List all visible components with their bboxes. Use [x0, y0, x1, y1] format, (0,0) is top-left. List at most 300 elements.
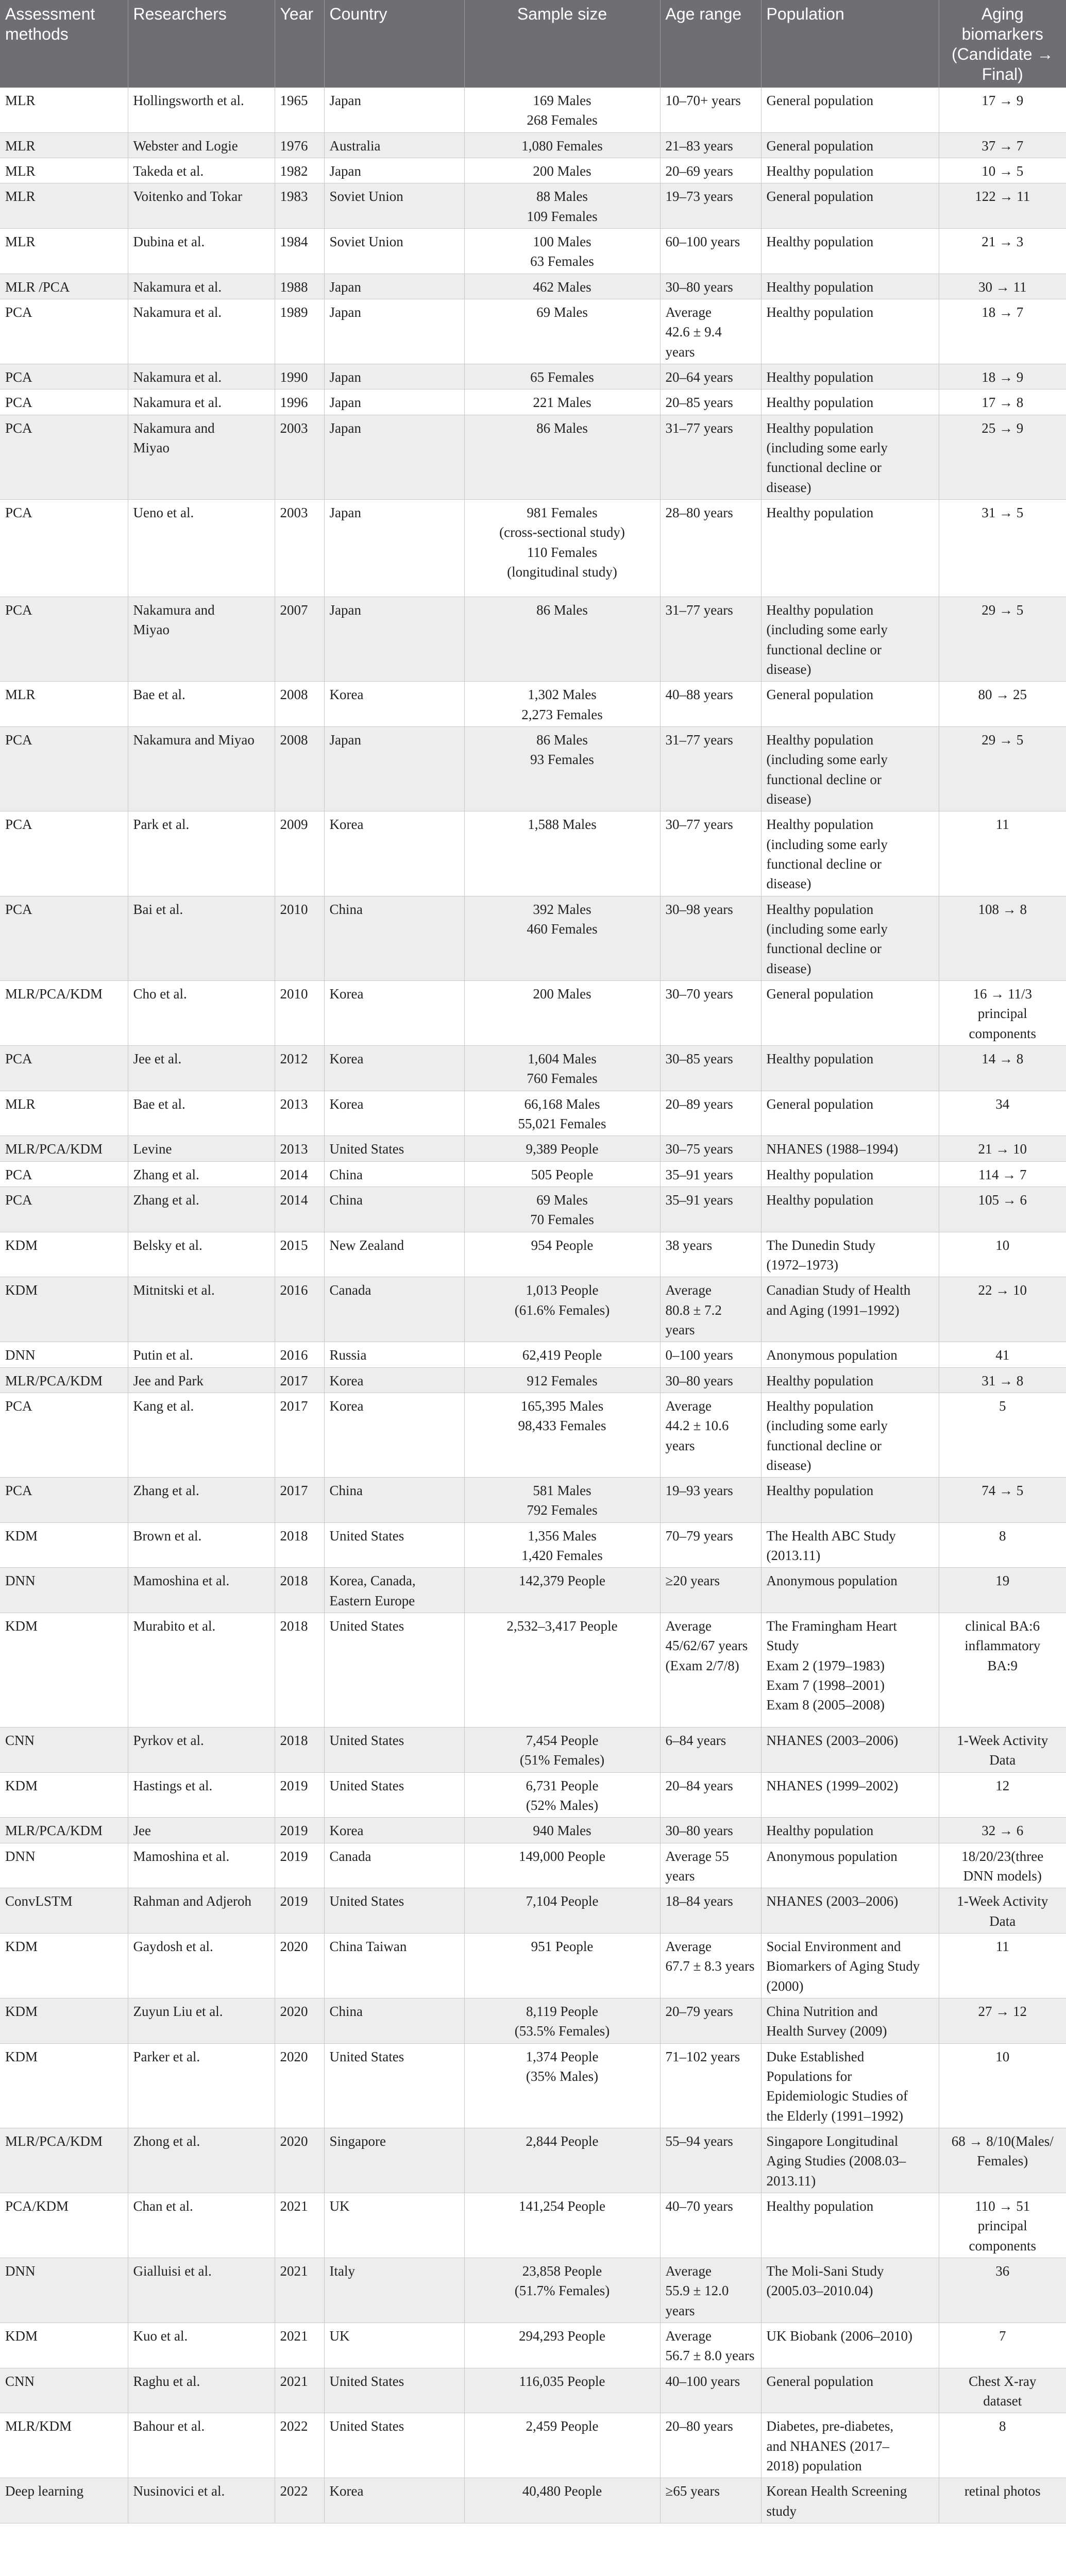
year-cell: 1989 — [275, 299, 324, 364]
method-cell: MLR/KDM — [0, 2413, 128, 2478]
method-cell: KDM — [0, 2323, 128, 2368]
biomarkers-cell: 19 — [939, 1568, 1066, 1613]
age-range-cell: 28–80 years — [660, 500, 761, 597]
table-row — [0, 1091, 1066, 1136]
year-cell: 2020 — [275, 1934, 324, 1998]
population-cell: Healthy population — [761, 1187, 939, 1232]
year-cell: 2019 — [275, 1818, 324, 1843]
age-range-cell: Average 80.8 ± 7.2 years — [660, 1277, 761, 1342]
table-row — [0, 1232, 1066, 1277]
biomarkers-cell: 29 → 5 — [939, 597, 1066, 682]
year-cell: 2008 — [275, 682, 324, 727]
table-row — [0, 1772, 1066, 1818]
age-range-cell: Average 44.2 ± 10.6 years — [660, 1393, 761, 1477]
researchers-cell: Jee and Park — [128, 1367, 275, 1393]
researchers-cell: Nakamura et al. — [128, 299, 275, 364]
population-cell: Healthy population — [761, 229, 939, 274]
sample-size-cell: 1,013 People (61.6% Females) — [464, 1277, 660, 1342]
table-row — [0, 364, 1066, 389]
year-cell: 2010 — [275, 896, 324, 980]
sample-size-cell: 1,302 Males 2,273 Females — [464, 682, 660, 727]
country-cell: Korea — [324, 682, 464, 727]
method-cell: KDM — [0, 1998, 128, 2044]
header-researchers: Researchers — [128, 0, 275, 88]
researchers-cell: Raghu et al. — [128, 2368, 275, 2413]
table-row — [0, 183, 1066, 229]
header-aging-biomarkers: Aging biomarkers (Candidate → Final) — [939, 0, 1066, 88]
biomarkers-cell: 18 → 7 — [939, 299, 1066, 364]
sample-size-cell: 1,374 People (35% Males) — [464, 2043, 660, 2128]
method-cell: DNN — [0, 2258, 128, 2323]
table-row — [0, 1998, 1066, 2044]
header-country: Country — [324, 0, 464, 88]
age-range-cell: 38 years — [660, 1232, 761, 1277]
biomarkers-cell: 18/20/23(three DNN models) — [939, 1843, 1066, 1888]
researchers-cell: Nakamura et al. — [128, 389, 275, 415]
researchers-cell: Zhang et al. — [128, 1478, 275, 1523]
biomarkers-cell: retinal photos — [939, 2478, 1066, 2523]
country-cell: Soviet Union — [324, 229, 464, 274]
biomarkers-cell: 11 — [939, 811, 1066, 896]
table-row — [0, 1888, 1066, 1934]
population-cell: Healthy population — [761, 2193, 939, 2258]
population-cell: Healthy population — [761, 1045, 939, 1091]
method-cell: KDM — [0, 1772, 128, 1818]
age-range-cell: 20–80 years — [660, 2413, 761, 2478]
population-cell: Healthy population (including some early functional decline or disease) — [761, 896, 939, 980]
year-cell: 2022 — [275, 2413, 324, 2478]
year-cell: 2003 — [275, 500, 324, 597]
method-cell: KDM — [0, 1934, 128, 1998]
sample-size-cell: 149,000 People — [464, 1843, 660, 1888]
age-range-cell: 30–98 years — [660, 896, 761, 980]
age-range-cell: 30–80 years — [660, 1818, 761, 1843]
population-cell: General population — [761, 2368, 939, 2413]
country-cell: Canada — [324, 1843, 464, 1888]
method-cell: PCA — [0, 364, 128, 389]
table-row — [0, 1277, 1066, 1342]
country-cell: China — [324, 896, 464, 980]
table-row — [0, 1393, 1066, 1477]
table-row — [0, 2413, 1066, 2478]
biomarkers-cell: 21 → 10 — [939, 1136, 1066, 1161]
country-cell: Korea — [324, 1091, 464, 1136]
biomarkers-cell: 31 → 5 — [939, 500, 1066, 597]
sample-size-cell: 221 Males — [464, 389, 660, 415]
year-cell: 2021 — [275, 2368, 324, 2413]
method-cell: KDM — [0, 2043, 128, 2128]
researchers-cell: Jee et al. — [128, 1045, 275, 1091]
age-range-cell: 30–85 years — [660, 1045, 761, 1091]
method-cell: MLR/PCA/KDM — [0, 1136, 128, 1161]
sample-size-cell: 65 Females — [464, 364, 660, 389]
researchers-cell: Parker et al. — [128, 2043, 275, 2128]
researchers-cell: Ueno et al. — [128, 500, 275, 597]
population-cell: Social Environment and Biomarkers of Aging Study (2000) — [761, 1934, 939, 1998]
researchers-cell: Mitnitski et al. — [128, 1277, 275, 1342]
year-cell: 1982 — [275, 158, 324, 183]
sample-size-cell: 2,459 People — [464, 2413, 660, 2478]
method-cell: PCA — [0, 415, 128, 499]
researchers-cell: Nakamura and Miyao — [128, 597, 275, 682]
header-sample-size: Sample size — [464, 0, 660, 88]
researchers-cell: Park et al. — [128, 811, 275, 896]
country-cell: Japan — [324, 500, 464, 597]
researchers-cell: Zuyun Liu et al. — [128, 1998, 275, 2044]
table-row — [0, 389, 1066, 415]
country-cell: United States — [324, 1888, 464, 1934]
table-row — [0, 1568, 1066, 1613]
table-row — [0, 1342, 1066, 1367]
biomarkers-cell: 7 — [939, 2323, 1066, 2368]
method-cell: MLR — [0, 682, 128, 727]
biomarkers-cell: 25 → 9 — [939, 415, 1066, 499]
year-cell: 1996 — [275, 389, 324, 415]
sample-size-cell: 86 Males — [464, 415, 660, 499]
country-cell: Japan — [324, 364, 464, 389]
population-cell: Healthy population — [761, 364, 939, 389]
biomarkers-cell: 31 → 8 — [939, 1367, 1066, 1393]
biomarkers-cell: 17 → 8 — [939, 389, 1066, 415]
table-row — [0, 1522, 1066, 1568]
year-cell: 1990 — [275, 364, 324, 389]
age-range-cell: 31–77 years — [660, 727, 761, 811]
sample-size-cell: 86 Males — [464, 597, 660, 682]
researchers-cell: Nusinovici et al. — [128, 2478, 275, 2523]
age-range-cell: 20–79 years — [660, 1998, 761, 2044]
researchers-cell: Levine — [128, 1136, 275, 1161]
researchers-cell: Bai et al. — [128, 896, 275, 980]
sample-size-cell: 69 Males 70 Females — [464, 1187, 660, 1232]
method-cell: KDM — [0, 1232, 128, 1277]
biomarkers-cell: Chest X-ray dataset — [939, 2368, 1066, 2413]
sample-size-cell: 1,604 Males 760 Females — [464, 1045, 660, 1091]
sample-size-cell: 88 Males 109 Females — [464, 183, 660, 229]
method-cell: MLR — [0, 183, 128, 229]
method-cell: CNN — [0, 2368, 128, 2413]
researchers-cell: Gaydosh et al. — [128, 1934, 275, 1998]
year-cell: 2020 — [275, 1998, 324, 2044]
country-cell: Korea — [324, 1818, 464, 1843]
age-range-cell: Average 55.9 ± 12.0 years — [660, 2258, 761, 2323]
sample-size-cell: 23,858 People (51.7% Females) — [464, 2258, 660, 2323]
sample-size-cell: 9,389 People — [464, 1136, 660, 1161]
country-cell: Korea, Canada, Eastern Europe — [324, 1568, 464, 1613]
year-cell: 2021 — [275, 2323, 324, 2368]
country-cell: Singapore — [324, 2128, 464, 2193]
table-row — [0, 2258, 1066, 2323]
population-cell: Healthy population — [761, 158, 939, 183]
country-cell: Italy — [324, 2258, 464, 2323]
year-cell: 2019 — [275, 1843, 324, 1888]
table-row — [0, 727, 1066, 811]
biomarkers-cell: clinical BA:6 inflammatory BA:9 — [939, 1613, 1066, 1727]
country-cell: United States — [324, 2368, 464, 2413]
year-cell: 2010 — [275, 980, 324, 1045]
age-range-cell: 60–100 years — [660, 229, 761, 274]
researchers-cell: Jee — [128, 1818, 275, 1843]
table-row — [0, 597, 1066, 682]
age-range-cell: 10–70+ years — [660, 88, 761, 132]
table-row — [0, 132, 1066, 158]
age-range-cell: 35–91 years — [660, 1187, 761, 1232]
country-cell: Japan — [324, 274, 464, 299]
table-header-row — [0, 0, 1066, 88]
researchers-cell: Putin et al. — [128, 1342, 275, 1367]
population-cell: General population — [761, 88, 939, 132]
table-row — [0, 980, 1066, 1045]
biomarkers-cell: 5 — [939, 1393, 1066, 1477]
population-cell: The Moli-Sani Study (2005.03–2010.04) — [761, 2258, 939, 2323]
header-population: Population — [761, 0, 939, 88]
country-cell: Korea — [324, 1393, 464, 1477]
population-cell: Duke Established Populations for Epidemiologic Studies of the Elderly (1991–1992) — [761, 2043, 939, 2128]
method-cell: MLR/PCA/KDM — [0, 2128, 128, 2193]
sample-size-cell: 100 Males 63 Females — [464, 229, 660, 274]
population-cell: Korean Health Screening study — [761, 2478, 939, 2523]
method-cell: MLR — [0, 229, 128, 274]
biomarkers-cell: 11 — [939, 1934, 1066, 1998]
year-cell: 2016 — [275, 1277, 324, 1342]
biomarkers-cell: 12 — [939, 1772, 1066, 1818]
biomarkers-cell: 80 → 25 — [939, 682, 1066, 727]
sample-size-cell: 6,731 People (52% Males) — [464, 1772, 660, 1818]
year-cell: 2012 — [275, 1045, 324, 1091]
table-row — [0, 1478, 1066, 1523]
sample-size-cell: 1,356 Males 1,420 Females — [464, 1522, 660, 1568]
header-assessment-methods: Assessment methods — [5, 5, 95, 44]
table-row — [0, 1843, 1066, 1888]
year-cell: 2018 — [275, 1727, 324, 1773]
sample-size-cell: 954 People — [464, 1232, 660, 1277]
age-range-cell: 31–77 years — [660, 415, 761, 499]
researchers-cell: Nakamura et al. — [128, 274, 275, 299]
sample-size-cell: 141,254 People — [464, 2193, 660, 2258]
year-cell: 1983 — [275, 183, 324, 229]
age-range-cell: ≥20 years — [660, 1568, 761, 1613]
country-cell: Russia — [324, 1342, 464, 1367]
biomarkers-cell: 41 — [939, 1342, 1066, 1367]
age-range-cell: 19–73 years — [660, 183, 761, 229]
biomarkers-cell: 10 → 5 — [939, 158, 1066, 183]
method-cell: CNN — [0, 1727, 128, 1773]
age-range-cell: Average 67.7 ± 8.3 years — [660, 1934, 761, 1998]
sample-size-cell: 912 Females — [464, 1367, 660, 1393]
age-range-cell: 55–94 years — [660, 2128, 761, 2193]
researchers-cell: Dubina et al. — [128, 229, 275, 274]
sample-size-cell: 165,395 Males 98,433 Females — [464, 1393, 660, 1477]
population-cell: Anonymous population — [761, 1342, 939, 1367]
year-cell: 2008 — [275, 727, 324, 811]
country-cell: Canada — [324, 1277, 464, 1342]
age-range-cell: Average 45/62/67 years (Exam 2/7/8) — [660, 1613, 761, 1727]
age-range-cell: 40–88 years — [660, 682, 761, 727]
population-cell: Healthy population (including some early functional decline or disease) — [761, 727, 939, 811]
researchers-cell: Pyrkov et al. — [128, 1727, 275, 1773]
researchers-cell: Webster and Logie — [128, 132, 275, 158]
table-row — [0, 2323, 1066, 2368]
country-cell: Korea — [324, 980, 464, 1045]
age-range-cell: 20–69 years — [660, 158, 761, 183]
biomarkers-cell: 105 → 6 — [939, 1187, 1066, 1232]
biomarkers-cell: 27 → 12 — [939, 1998, 1066, 2044]
age-range-cell: 30–77 years — [660, 811, 761, 896]
method-cell: DNN — [0, 1342, 128, 1367]
sample-size-cell: 200 Males — [464, 158, 660, 183]
researchers-cell: Kang et al. — [128, 1393, 275, 1477]
population-cell: General population — [761, 183, 939, 229]
sample-size-cell: 7,454 People (51% Females) — [464, 1727, 660, 1773]
population-cell: Healthy population — [761, 1818, 939, 1843]
method-cell: DNN — [0, 1568, 128, 1613]
country-cell: United States — [324, 2043, 464, 2128]
sample-size-cell: 2,844 People — [464, 2128, 660, 2193]
sample-size-cell: 294,293 People — [464, 2323, 660, 2368]
age-range-cell: 30–70 years — [660, 980, 761, 1045]
sample-size-cell: 392 Males 460 Females — [464, 896, 660, 980]
population-cell: Anonymous population — [761, 1568, 939, 1613]
method-cell: MLR — [0, 88, 128, 132]
age-range-cell: 19–93 years — [660, 1478, 761, 1523]
age-range-cell: 30–75 years — [660, 1136, 761, 1161]
year-cell: 2017 — [275, 1367, 324, 1393]
age-range-cell: 40–100 years — [660, 2368, 761, 2413]
biomarkers-cell: 21 → 3 — [939, 229, 1066, 274]
method-cell: MLR /PCA — [0, 274, 128, 299]
sample-size-cell: 8,119 People (53.5% Females) — [464, 1998, 660, 2044]
biomarkers-cell: 32 → 6 — [939, 1818, 1066, 1843]
sample-size-cell: 981 Females (cross-sectional study) 110 Females (longitudinal study) — [464, 500, 660, 597]
population-cell: NHANES (1999–2002) — [761, 1772, 939, 1818]
population-cell: NHANES (1988–1994) — [761, 1136, 939, 1161]
country-cell: Korea — [324, 811, 464, 896]
population-cell: Healthy population — [761, 1367, 939, 1393]
population-cell: UK Biobank (2006–2010) — [761, 2323, 939, 2368]
country-cell: China — [324, 1998, 464, 2044]
country-cell: United States — [324, 1136, 464, 1161]
age-range-cell: 35–91 years — [660, 1161, 761, 1187]
researchers-cell: Bahour et al. — [128, 2413, 275, 2478]
biomarkers-cell: 1-Week Activity Data — [939, 1888, 1066, 1934]
country-cell: Japan — [324, 389, 464, 415]
researchers-cell: Bae et al. — [128, 682, 275, 727]
sample-size-cell: 462 Males — [464, 274, 660, 299]
method-cell: PCA — [0, 500, 128, 597]
population-cell: Healthy population — [761, 299, 939, 364]
method-cell: PCA — [0, 299, 128, 364]
method-cell: PCA — [0, 1161, 128, 1187]
sample-size-cell: 505 People — [464, 1161, 660, 1187]
population-cell: Healthy population (including some early functional decline or disease) — [761, 811, 939, 896]
researchers-cell: Zhong et al. — [128, 2128, 275, 2193]
sample-size-cell: 116,035 People — [464, 2368, 660, 2413]
year-cell: 1965 — [275, 88, 324, 132]
biomarkers-cell: 74 → 5 — [939, 1478, 1066, 1523]
method-cell: PCA/KDM — [0, 2193, 128, 2258]
year-cell: 2007 — [275, 597, 324, 682]
age-range-cell: 20–89 years — [660, 1091, 761, 1136]
population-cell: General population — [761, 980, 939, 1045]
method-cell: PCA — [0, 811, 128, 896]
biomarkers-cell: 8 — [939, 1522, 1066, 1568]
table-row — [0, 2368, 1066, 2413]
country-cell: Korea — [324, 1045, 464, 1091]
biomarkers-cell: 110 → 51 principal components — [939, 2193, 1066, 2258]
table-row — [0, 1818, 1066, 1843]
researchers-cell: Gialluisi et al. — [128, 2258, 275, 2323]
population-cell: NHANES (2003–2006) — [761, 1888, 939, 1934]
country-cell: United States — [324, 1772, 464, 1818]
biomarkers-cell: 108 → 8 — [939, 896, 1066, 980]
table-row — [0, 2128, 1066, 2193]
age-range-cell: 20–85 years — [660, 389, 761, 415]
year-cell: 2018 — [275, 1568, 324, 1613]
biomarkers-cell: 10 — [939, 1232, 1066, 1277]
year-cell: 2020 — [275, 2043, 324, 2128]
sample-size-cell: 940 Males — [464, 1818, 660, 1843]
year-cell: 2013 — [275, 1136, 324, 1161]
researchers-cell: Nakamura et al. — [128, 364, 275, 389]
age-range-cell: Average 42.6 ± 9.4 years — [660, 299, 761, 364]
method-cell: Deep learning — [0, 2478, 128, 2523]
age-range-cell: 70–79 years — [660, 1522, 761, 1568]
method-cell: MLR/PCA/KDM — [0, 1818, 128, 1843]
researchers-cell: Cho et al. — [128, 980, 275, 1045]
biomarkers-cell: 114 → 7 — [939, 1161, 1066, 1187]
age-range-cell: 71–102 years — [660, 2043, 761, 2128]
method-cell: MLR — [0, 132, 128, 158]
table-row — [0, 896, 1066, 980]
method-cell: PCA — [0, 1187, 128, 1232]
country-cell: United States — [324, 1522, 464, 1568]
sample-size-cell: 66,168 Males 55,021 Females — [464, 1091, 660, 1136]
biomarkers-cell: 29 → 5 — [939, 727, 1066, 811]
method-cell: PCA — [0, 1478, 128, 1523]
year-cell: 2014 — [275, 1187, 324, 1232]
population-cell: Healthy population — [761, 274, 939, 299]
sample-size-cell: 200 Males — [464, 980, 660, 1045]
year-cell: 2009 — [275, 811, 324, 896]
country-cell: Japan — [324, 88, 464, 132]
population-cell: The Framingham Heart Study Exam 2 (1979–1983) Exam 7 (1998–2001) Exam 8 (2005–2008) — [761, 1613, 939, 1727]
method-cell: PCA — [0, 896, 128, 980]
population-cell: Healthy population (including some early functional decline or disease) — [761, 415, 939, 499]
age-range-cell: 6–84 years — [660, 1727, 761, 1773]
population-cell: NHANES (2003–2006) — [761, 1727, 939, 1773]
biomarkers-cell: 16 → 11/3 principal components — [939, 980, 1066, 1045]
sample-size-cell: 142,379 People — [464, 1568, 660, 1613]
age-range-cell: 21–83 years — [660, 132, 761, 158]
method-cell: MLR — [0, 158, 128, 183]
biomarkers-cell: 34 — [939, 1091, 1066, 1136]
sample-size-cell: 2,532–3,417 People — [464, 1613, 660, 1727]
age-range-cell: 31–77 years — [660, 597, 761, 682]
biomarkers-cell: 68 → 8/10(Males/ Females) — [939, 2128, 1066, 2193]
method-cell: PCA — [0, 1393, 128, 1477]
biomarkers-cell: 36 — [939, 2258, 1066, 2323]
age-range-cell: 40–70 years — [660, 2193, 761, 2258]
country-cell: China — [324, 1187, 464, 1232]
method-cell: DNN — [0, 1843, 128, 1888]
table-row — [0, 2043, 1066, 2128]
population-cell: China Nutrition and Health Survey (2009) — [761, 1998, 939, 2044]
method-cell: KDM — [0, 1613, 128, 1727]
method-cell: ConvLSTM — [0, 1888, 128, 1934]
year-cell: 2015 — [275, 1232, 324, 1277]
table-row — [0, 811, 1066, 896]
table-row — [0, 1934, 1066, 1998]
year-cell: 2021 — [275, 2193, 324, 2258]
